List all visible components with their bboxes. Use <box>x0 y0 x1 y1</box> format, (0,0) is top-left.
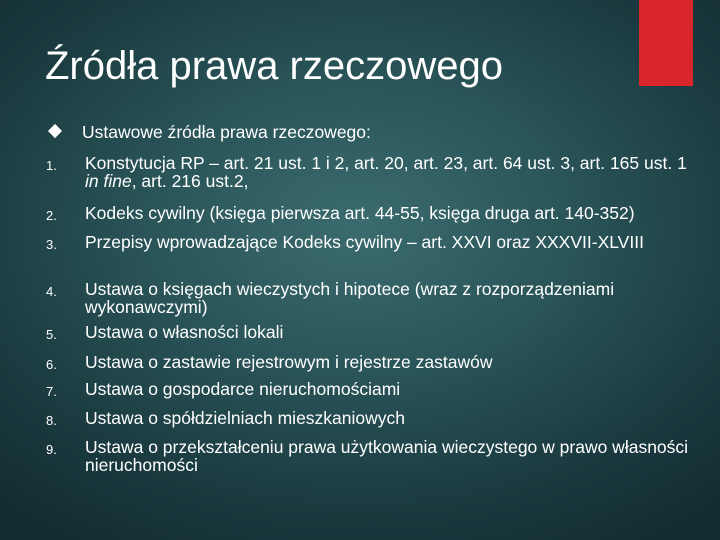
item-number: 5. <box>46 327 57 342</box>
item-text: Kodeks cywilny (księga pierwsza art. 44-55, księga druga art. 140-352) <box>85 203 635 223</box>
intro-text: Ustawowe źródła prawa rzeczowego: <box>82 122 371 142</box>
item-text: Ustawa o własności lokali <box>85 322 284 342</box>
item-number: 4. <box>46 284 57 299</box>
item-text-tail: , art. 216 ust.2, <box>131 171 249 191</box>
item-number: 6. <box>46 357 57 372</box>
item-text: Przepisy wprowadzające Kodeks cywilny – art. XXVI oraz XXXVII-XLVIII <box>85 232 644 252</box>
slide-title: Źródła prawa rzeczowego <box>45 44 503 88</box>
item-text: Ustawa o przekształceniu prawa użytkowania wieczystego w prawo własności nieruchomości <box>85 437 689 475</box>
item-text: Ustawa o zastawie rejestrowym i rejestrze zastawów <box>85 352 493 372</box>
intro-line <box>48 122 371 142</box>
item-text-main: Konstytucja RP – art. 21 ust. 1 i 2, art. 20, art. 23, art. 64 ust. 3, art. 165 ust. 1 <box>85 153 687 173</box>
item-number: 8. <box>46 413 57 428</box>
item-number: 9. <box>46 442 57 457</box>
item-text: Ustawa o księgach wieczystych i hipotece (wraz z rozporządzeniami wykonawczymi) <box>85 279 615 317</box>
item-text: Ustawa o gospodarce nieruchomościami <box>85 379 401 399</box>
accent-bar <box>639 0 693 86</box>
item-text: Ustawa o spółdzielniach mieszkaniowych <box>85 408 406 428</box>
item-text-italic: in fine <box>85 171 132 191</box>
item-number: 2. <box>46 208 57 223</box>
diamond-bullet-icon <box>48 124 62 138</box>
item-number: 1. <box>46 158 57 173</box>
item-number: 7. <box>46 384 57 399</box>
item-text <box>85 154 695 190</box>
item-number: 3. <box>46 237 57 252</box>
